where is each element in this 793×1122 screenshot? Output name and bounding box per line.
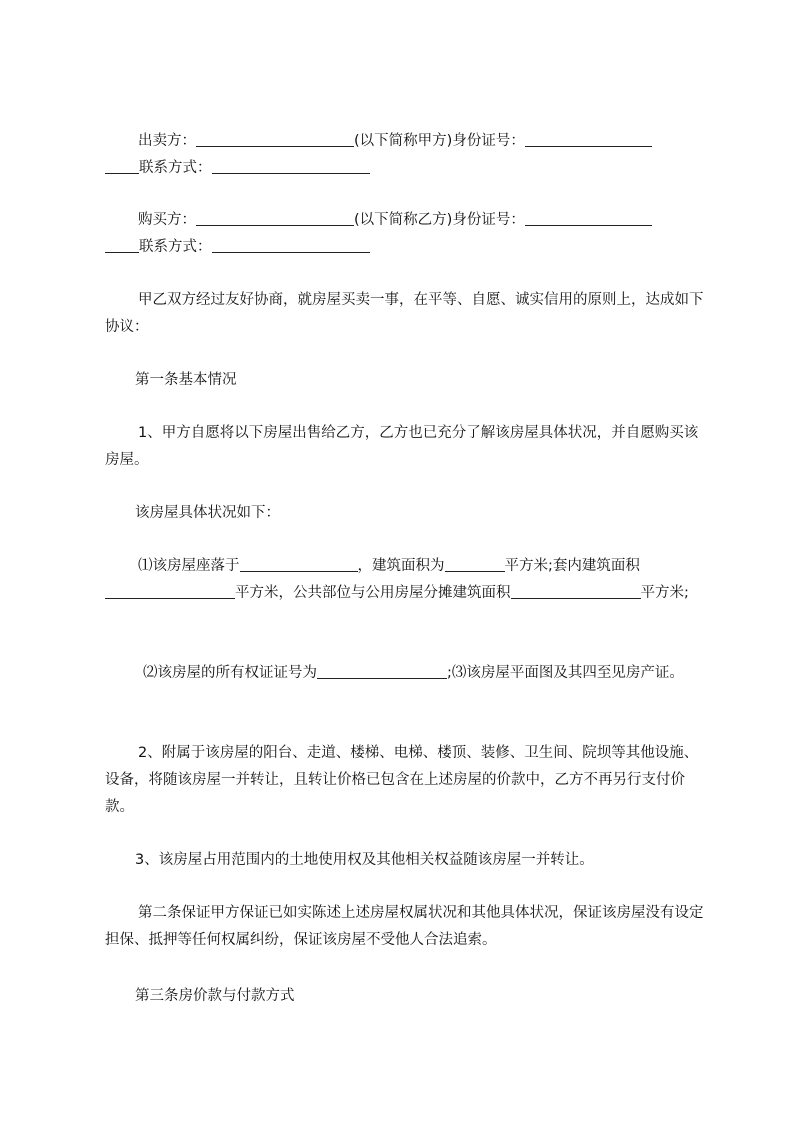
seller-id-blank-2 — [105, 158, 139, 174]
article3-title-text: 第三条房价款与付款方式 — [135, 988, 295, 1004]
article1-p1-text: 1、甲方自愿将以下房屋出售给乙方，乙方也已充分了解该房屋具体状况，并自愿购买该房屋。 — [105, 425, 699, 468]
item1-shared-area-blank — [511, 583, 641, 599]
item2-plan-text: ;⑶该房屋平面图及其四至见房产证。 — [447, 665, 684, 681]
article1-paragraph-1 — [105, 420, 705, 474]
item1-shared-area-label: 平方米，公共部位与公用房屋分摊建筑面积 — [235, 585, 511, 601]
buyer-id-blank-2 — [105, 237, 139, 253]
buyer-contact-label: 联系方式： — [139, 239, 212, 255]
item1-area-blank — [445, 556, 505, 572]
buyer-id-blank-1 — [525, 210, 652, 226]
intro-paragraph — [105, 287, 705, 341]
item2-cert-blank — [317, 663, 447, 679]
item2-cert-label: ⑵该房屋的所有权证证号为 — [143, 665, 317, 681]
item1-paragraph — [105, 553, 705, 607]
item1-unit-label: 平方米; — [640, 585, 689, 601]
article1-paragraph-3 — [105, 740, 705, 821]
buyer-label: 购买方： — [138, 212, 196, 228]
buyer-info — [105, 207, 705, 261]
item1-inner-area-blank — [105, 583, 235, 599]
article3-title — [105, 983, 705, 1010]
seller-info — [105, 128, 705, 182]
item1-location-label: ⑴该房屋座落于 — [138, 558, 240, 574]
item2-paragraph — [105, 660, 705, 687]
article1-paragraph-4 — [105, 847, 705, 874]
seller-contact-blank — [212, 158, 370, 174]
item1-area-label: ，建筑面积为 — [357, 558, 445, 574]
item1-inner-area-label: 平方米;套内建筑面积 — [504, 558, 640, 574]
seller-contact-label: 联系方式： — [139, 160, 212, 176]
article1-title — [105, 367, 705, 394]
article1-p4-text: 3、该房屋占用范围内的土地使用权及其他相关权益随该房屋一并转让。 — [135, 852, 594, 868]
seller-id-label: (以下简称甲方)身份证号： — [354, 133, 525, 149]
article1-paragraph-2 — [105, 500, 705, 527]
buyer-name-blank — [196, 210, 354, 226]
seller-id-blank-1 — [525, 131, 652, 147]
intro-text: 甲乙双方经过友好协商，就房屋买卖一事，在平等、自愿、诚实信用的原则上，达成如下协议： — [105, 292, 704, 335]
buyer-contact-blank — [212, 237, 370, 253]
article2-text: 第二条保证甲方保证已如实陈述上述房屋权属状况和其他具体状况，保证该房屋没有设定担保、抵押等任何权属纠纷，保证该房屋不受他人合法追索。 — [105, 905, 704, 948]
article1-p3-text: 2、附属于该房屋的阳台、走道、楼梯、电梯、楼顶、装修、卫生间、院坝等其他设施、设备，将随该房屋一并转让，且转让价格已包含在上述房屋的价款中，乙方不再另行支付价款。 — [105, 745, 699, 815]
buyer-id-label: (以下简称乙方)身份证号： — [354, 212, 525, 228]
article2-paragraph — [105, 900, 705, 954]
article1-p2-text: 该房屋具体状况如下： — [135, 505, 280, 521]
seller-name-blank — [196, 131, 354, 147]
article1-title-text: 第一条基本情况 — [135, 372, 237, 388]
seller-label: 出卖方： — [138, 133, 196, 149]
item1-location-blank — [240, 556, 358, 572]
